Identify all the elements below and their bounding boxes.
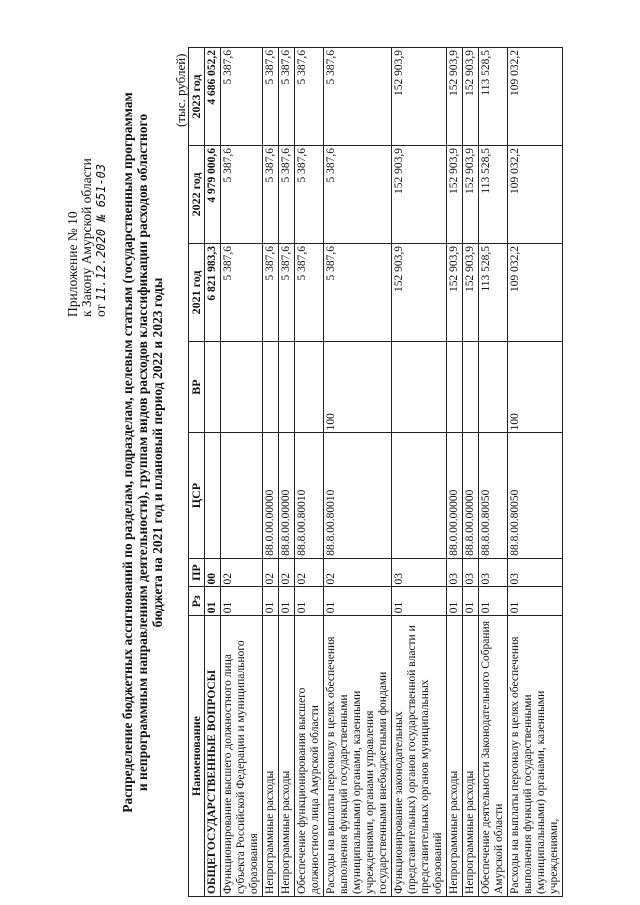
cell-pr: 02 [263, 558, 279, 587]
cell-2022: 5 387,6 [295, 146, 324, 244]
header-csr: ЦСР [189, 433, 205, 558]
cell-name: Непрограммные расходы [463, 616, 479, 897]
cell-2021: 152 903,9 [392, 243, 447, 341]
cell-name: Непрограммные расходы [279, 616, 295, 897]
cell-2021: 5 387,6 [324, 243, 392, 341]
cell-2021: 152 903,9 [463, 243, 479, 341]
cell-rz: 01 [263, 587, 279, 616]
appendix-date-prefix: от [93, 304, 108, 317]
header-2021: 2021 год [189, 243, 205, 341]
cell-rz: 01 [324, 587, 392, 616]
cell-rz: 01 [392, 587, 447, 616]
table-row [479, 48, 508, 897]
cell-vr [392, 341, 447, 432]
cell-2023: 5 387,6 [221, 48, 263, 146]
document-title [120, 0, 165, 905]
cell-csr: 88.0.00.00000 [447, 433, 463, 558]
cell-pr: 02 [279, 558, 295, 587]
cell-vr [463, 341, 479, 432]
cell-2022: 113 528,5 [479, 146, 508, 244]
cell-csr: 88.8.00.80050 [479, 433, 508, 558]
title-line-1: Распределение бюджетных ассигнований по разделам, подразделам, целевым статьям (государственным программам [120, 92, 135, 813]
header-2023: 2023 год [189, 48, 205, 146]
cell-2022: 5 387,6 [324, 146, 392, 244]
cell-vr [479, 341, 508, 432]
cell-2022: 5 387,6 [263, 146, 279, 244]
cell-pr: 03 [392, 558, 447, 587]
appendix-number: Приложение № 10 [65, 211, 80, 317]
cell-csr [205, 433, 221, 558]
units-label: (тыс. рублей) [173, 53, 188, 127]
cell-rz: 01 [279, 587, 295, 616]
cell-2023: 152 903,9 [392, 48, 447, 146]
cell-2021: 5 387,6 [263, 243, 279, 341]
cell-2023: 5 387,6 [263, 48, 279, 146]
cell-2023: 5 387,6 [324, 48, 392, 146]
table-row [205, 48, 221, 897]
cell-2022: 5 387,6 [221, 146, 263, 244]
cell-2021: 5 387,6 [279, 243, 295, 341]
cell-name: Обеспечение деятельности Законодательного Собрания Амурской области [479, 616, 508, 897]
cell-rz: 01 [205, 587, 221, 616]
table-header-row [189, 48, 205, 897]
cell-2023: 152 903,9 [447, 48, 463, 146]
cell-name: Непрограммные расходы [447, 616, 463, 897]
cell-2021: 5 387,6 [221, 243, 263, 341]
cell-csr: 88.0.00.00000 [263, 433, 279, 558]
cell-2021: 113 528,5 [479, 243, 508, 341]
cell-rz: 01 [221, 587, 263, 616]
table-row [263, 48, 279, 897]
cell-rz: 01 [447, 587, 463, 616]
cell-2022: 152 903,9 [463, 146, 479, 244]
cell-2021: 6 821 983,3 [205, 243, 221, 341]
cell-rz: 01 [479, 587, 508, 616]
cell-csr [221, 433, 263, 558]
cell-vr [205, 341, 221, 432]
cell-pr: 00 [205, 558, 221, 587]
table-row [221, 48, 263, 897]
cell-vr [279, 341, 295, 432]
title-line-3: бюджета на 2021 год и плановый период 2022 и 2023 годы [150, 277, 165, 628]
cell-rz: 01 [295, 587, 324, 616]
cell-vr [263, 341, 279, 432]
cell-name: Расходы на выплаты персоналу в целях обеспечения выполнения функций государственными (муниципальными) органами, казенными учреждениями, [508, 616, 563, 897]
cell-2023: 152 903,9 [463, 48, 479, 146]
cell-pr: 02 [221, 558, 263, 587]
cell-csr: 88.8.00.00000 [463, 433, 479, 558]
cell-vr: 100 [324, 341, 392, 432]
cell-2023: 113 528,5 [479, 48, 508, 146]
cell-2021: 109 032,2 [508, 243, 563, 341]
cell-2022: 152 903,9 [392, 146, 447, 244]
header-name: Наименование [189, 616, 205, 897]
cell-2022: 152 903,9 [447, 146, 463, 244]
cell-vr [295, 341, 324, 432]
cell-2023: 4 686 052,2 [205, 48, 221, 146]
cell-name: Непрограммные расходы [263, 616, 279, 897]
cell-vr: 100 [508, 341, 563, 432]
cell-2023: 5 387,6 [295, 48, 324, 146]
cell-vr [447, 341, 463, 432]
table-row [463, 48, 479, 897]
cell-name: ОБЩЕГОСУДАРСТВЕННЫЕ ВОПРОСЫ [205, 616, 221, 897]
cell-2022: 4 979 000,6 [205, 146, 221, 244]
cell-2023: 5 387,6 [279, 48, 295, 146]
cell-pr: 02 [295, 558, 324, 587]
appendix-block [66, 158, 108, 317]
cell-pr: 03 [479, 558, 508, 587]
title-line-2: и непрограммным направлениям деятельности), группам видов расходов классификации расходов областного [135, 113, 150, 792]
table-row [392, 48, 447, 897]
cell-csr: 88.8.00.80050 [508, 433, 563, 558]
table-row [295, 48, 324, 897]
cell-pr: 03 [463, 558, 479, 587]
budget-table [188, 47, 563, 897]
header-2022: 2022 год [189, 146, 205, 244]
header-pr: ПР [189, 558, 205, 587]
cell-2022: 109 032,2 [508, 146, 563, 244]
cell-rz: 01 [463, 587, 479, 616]
cell-name: Функционирование высшего должностного лица субъекта Российской Федерации и муниципального образования [221, 616, 263, 897]
cell-name: Функционирование законодательных (представительных) органов государственной власти и представительных органов муниципальных образований [392, 616, 447, 897]
appendix-law: к Закону Амурской области [79, 158, 94, 317]
handwritten-date: 11.12.2020 № 651-03 [94, 163, 108, 302]
cell-csr: 88.8.00.00000 [279, 433, 295, 558]
cell-csr [392, 433, 447, 558]
cell-2022: 5 387,6 [279, 146, 295, 244]
table-row [324, 48, 392, 897]
header-rz: Рз [189, 587, 205, 616]
cell-pr: 03 [447, 558, 463, 587]
cell-pr: 02 [324, 558, 392, 587]
cell-csr: 88.8.00.80010 [295, 433, 324, 558]
table-row [508, 48, 563, 897]
cell-pr: 03 [508, 558, 563, 587]
appendix-date [94, 158, 108, 317]
table-row [447, 48, 463, 897]
table-row [279, 48, 295, 897]
cell-rz: 01 [508, 587, 563, 616]
cell-vr [221, 341, 263, 432]
cell-name: Расходы на выплаты персоналу в целях обеспечения выполнения функций государственными (муниципальными) органами, казенными учреждениями, органами управления государственными внебюджетными фондами [324, 616, 392, 897]
cell-name: Обеспечение функционирования высшего должностного лица Амурской области [295, 616, 324, 897]
cell-2021: 5 387,6 [295, 243, 324, 341]
cell-csr: 88.8.00.80010 [324, 433, 392, 558]
cell-2023: 109 032,2 [508, 48, 563, 146]
header-vr: ВР [189, 341, 205, 432]
cell-2021: 152 903,9 [447, 243, 463, 341]
